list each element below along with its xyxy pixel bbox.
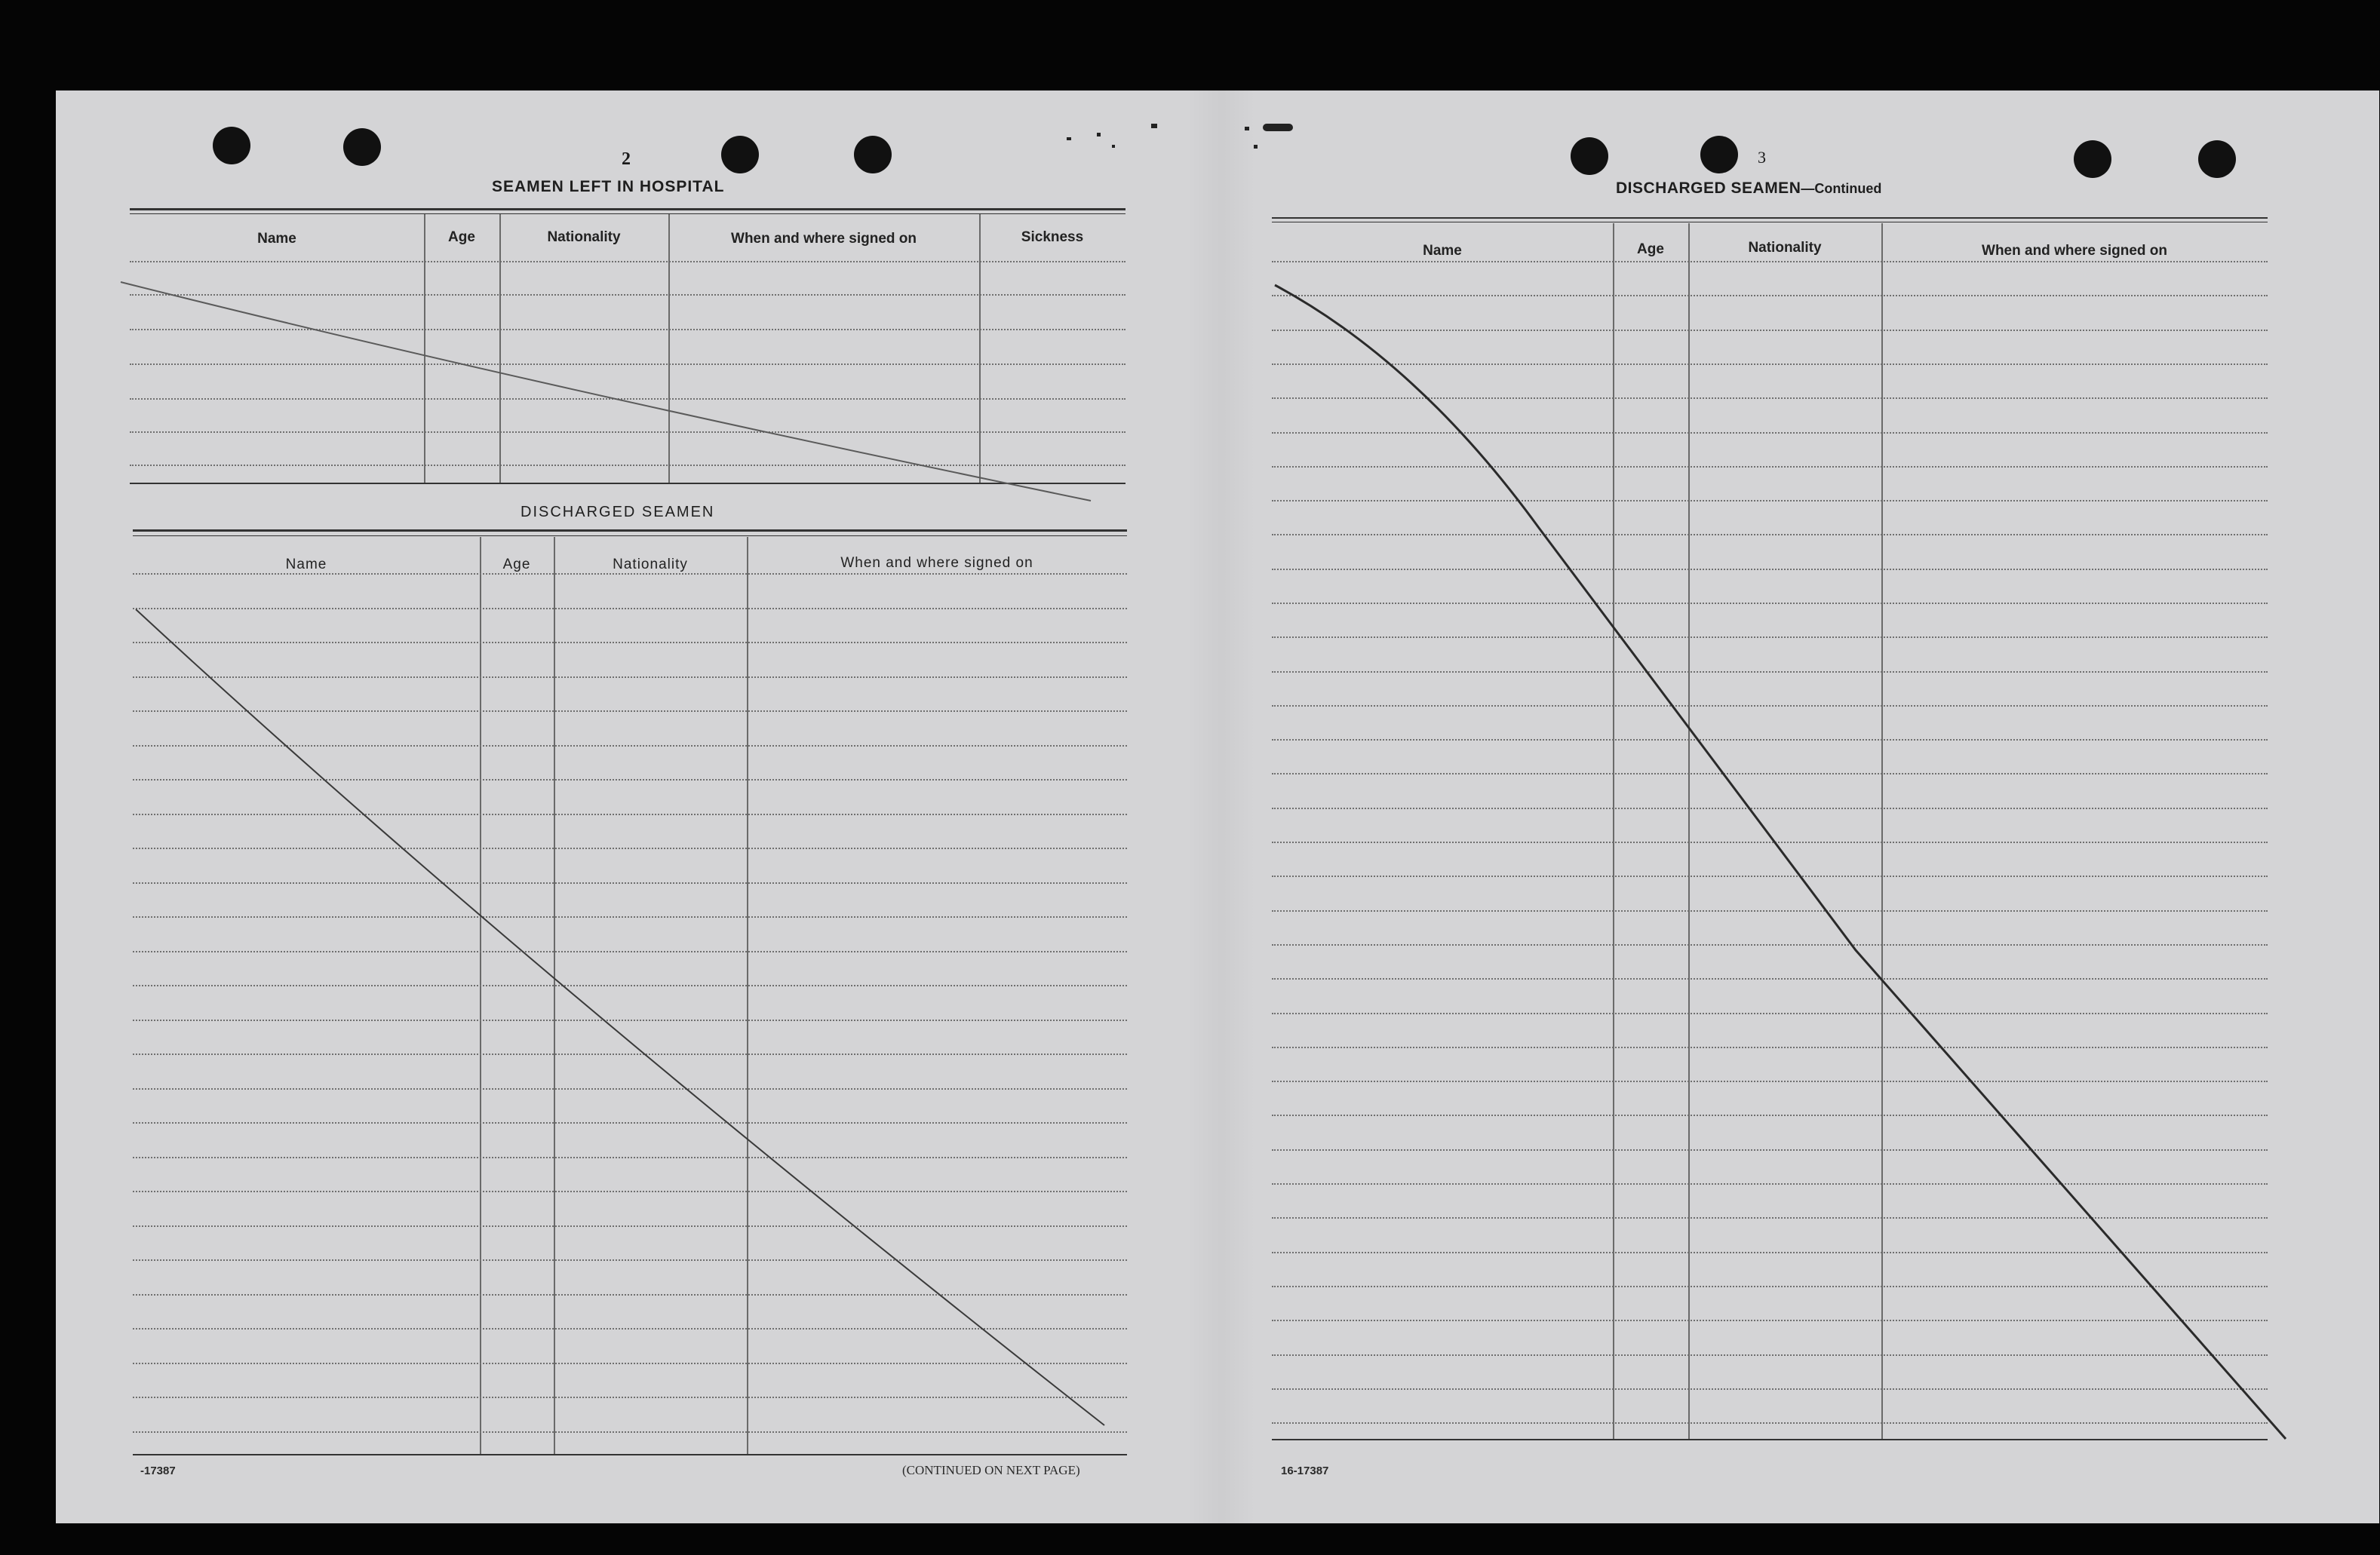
column-divider [424, 214, 425, 483]
row-line [133, 985, 1127, 986]
col-header-signed-on: When and where signed on [1982, 243, 2167, 259]
column-divider [979, 214, 981, 483]
table-bottom-rule [1272, 1439, 2268, 1440]
row-line [133, 642, 1127, 643]
row-line [1272, 363, 2268, 365]
speck [1245, 127, 1249, 130]
col-header-nationality: Nationality [547, 229, 621, 245]
row-line [133, 608, 1127, 609]
col-header-age: Age [502, 557, 531, 572]
table-top-rule [133, 535, 1127, 536]
row-line [1272, 330, 2268, 331]
discharged-table-right [1272, 217, 2268, 1454]
row-line [133, 1294, 1127, 1296]
row-line [1272, 1115, 2268, 1116]
speck [1097, 133, 1101, 136]
speck [1067, 137, 1071, 140]
col-header-sickness: Sickness [1021, 229, 1084, 245]
continued-note: (CONTINUED ON NEXT PAGE) [902, 1463, 1080, 1477]
row-line [130, 329, 1126, 330]
row-line [133, 916, 1127, 918]
table-bottom-rule [133, 1454, 1127, 1455]
col-header-age: Age [448, 229, 475, 245]
row-line [133, 676, 1127, 678]
title-main: DISCHARGED SEAMEN [1616, 179, 1801, 197]
row-line [1272, 671, 2268, 673]
row-line [133, 1431, 1127, 1433]
column-divider [747, 537, 748, 1454]
row-line [1272, 808, 2268, 809]
table-top-rule [1272, 217, 2268, 219]
punch-hole [213, 127, 250, 164]
row-line [133, 1122, 1127, 1124]
row-line [1272, 1149, 2268, 1151]
table-bottom-rule [130, 483, 1126, 484]
row-line [1272, 569, 2268, 570]
column-divider [554, 537, 555, 1454]
row-line [1272, 944, 2268, 946]
row-line [133, 1363, 1127, 1364]
table-top-rule [130, 213, 1126, 214]
row-line [1272, 1081, 2268, 1082]
row-line [1272, 1217, 2268, 1219]
hospital-table [130, 208, 1126, 495]
speck [1112, 145, 1115, 148]
form-number-left: -17387 [140, 1465, 176, 1477]
row-line [1272, 1252, 2268, 1253]
column-divider [668, 214, 670, 483]
row-line [1272, 1388, 2268, 1390]
col-header-nationality: Nationality [1748, 240, 1822, 256]
page-gutter [1187, 90, 1255, 1523]
row-line [130, 465, 1126, 466]
column-divider [499, 214, 501, 483]
row-line [133, 1328, 1127, 1330]
row-line [1272, 636, 2268, 638]
row-line [1272, 842, 2268, 843]
col-header-age: Age [1637, 241, 1664, 257]
row-line [133, 1259, 1127, 1261]
row-line [1272, 261, 2268, 262]
punch-hole [343, 128, 381, 166]
row-line [1272, 1183, 2268, 1185]
row-line [1272, 876, 2268, 877]
row-line [1272, 295, 2268, 296]
col-header-name: Name [285, 557, 327, 572]
row-line [130, 431, 1126, 433]
row-line [133, 814, 1127, 815]
row-line [1272, 1422, 2268, 1424]
col-header-name: Name [257, 231, 296, 247]
column-divider [1881, 223, 1883, 1439]
page-number-left: 2 [622, 149, 631, 169]
punch-hole [2198, 140, 2236, 178]
row-line [133, 779, 1127, 781]
row-line [1272, 432, 2268, 434]
row-line [130, 261, 1126, 262]
column-divider [1688, 223, 1690, 1439]
row-line [133, 951, 1127, 952]
col-header-signed-on: When and where signed on [731, 231, 917, 247]
row-line [133, 1054, 1127, 1055]
row-line [1272, 773, 2268, 774]
row-line [133, 1191, 1127, 1192]
punch-hole [854, 136, 892, 173]
punch-hole [1571, 137, 1608, 175]
col-header-name: Name [1423, 243, 1462, 259]
row-line [1272, 500, 2268, 501]
speck [1151, 124, 1157, 128]
row-line [1272, 1013, 2268, 1014]
row-line [1272, 1047, 2268, 1048]
row-line [1272, 910, 2268, 912]
row-line [1272, 1354, 2268, 1356]
row-line [133, 1397, 1127, 1398]
row-line [133, 1225, 1127, 1227]
column-divider [1613, 223, 1614, 1439]
row-line [130, 363, 1126, 365]
row-line [1272, 739, 2268, 741]
column-divider [480, 537, 481, 1454]
hospital-section-title: SEAMEN LEFT IN HOSPITAL [492, 178, 725, 195]
row-line [133, 1157, 1127, 1158]
row-line [133, 710, 1127, 712]
row-line [1272, 1320, 2268, 1321]
col-header-signed-on: When and where signed on [840, 555, 1033, 571]
table-top-rule [133, 529, 1127, 532]
row-line [133, 882, 1127, 884]
speck [1254, 145, 1258, 149]
row-line [133, 745, 1127, 747]
form-number-right: 16-17387 [1281, 1465, 1329, 1477]
row-line [133, 1088, 1127, 1090]
row-line [1272, 603, 2268, 604]
row-line [1272, 397, 2268, 399]
table-top-rule [130, 208, 1126, 210]
discharged-continued-title [1616, 179, 1881, 198]
manifest-sheet [56, 90, 2379, 1523]
discharged-section-title: DISCHARGED SEAMEN [521, 504, 715, 520]
row-line [133, 848, 1127, 849]
discharged-table-left [133, 529, 1127, 1465]
title-suffix: —Continued [1801, 181, 1882, 196]
row-line [1272, 978, 2268, 980]
row-line [133, 1020, 1127, 1021]
punch-hole [721, 136, 759, 173]
col-header-nationality: Nationality [613, 557, 688, 572]
row-line [1272, 466, 2268, 468]
row-line [133, 573, 1127, 575]
row-line [1272, 705, 2268, 707]
row-line [1272, 1286, 2268, 1287]
row-line [1272, 534, 2268, 535]
page-number-right: 3 [1758, 148, 1766, 167]
speck [1263, 124, 1293, 131]
punch-hole [1700, 136, 1738, 173]
row-line [130, 398, 1126, 400]
punch-hole [2074, 140, 2111, 178]
row-line [130, 294, 1126, 296]
